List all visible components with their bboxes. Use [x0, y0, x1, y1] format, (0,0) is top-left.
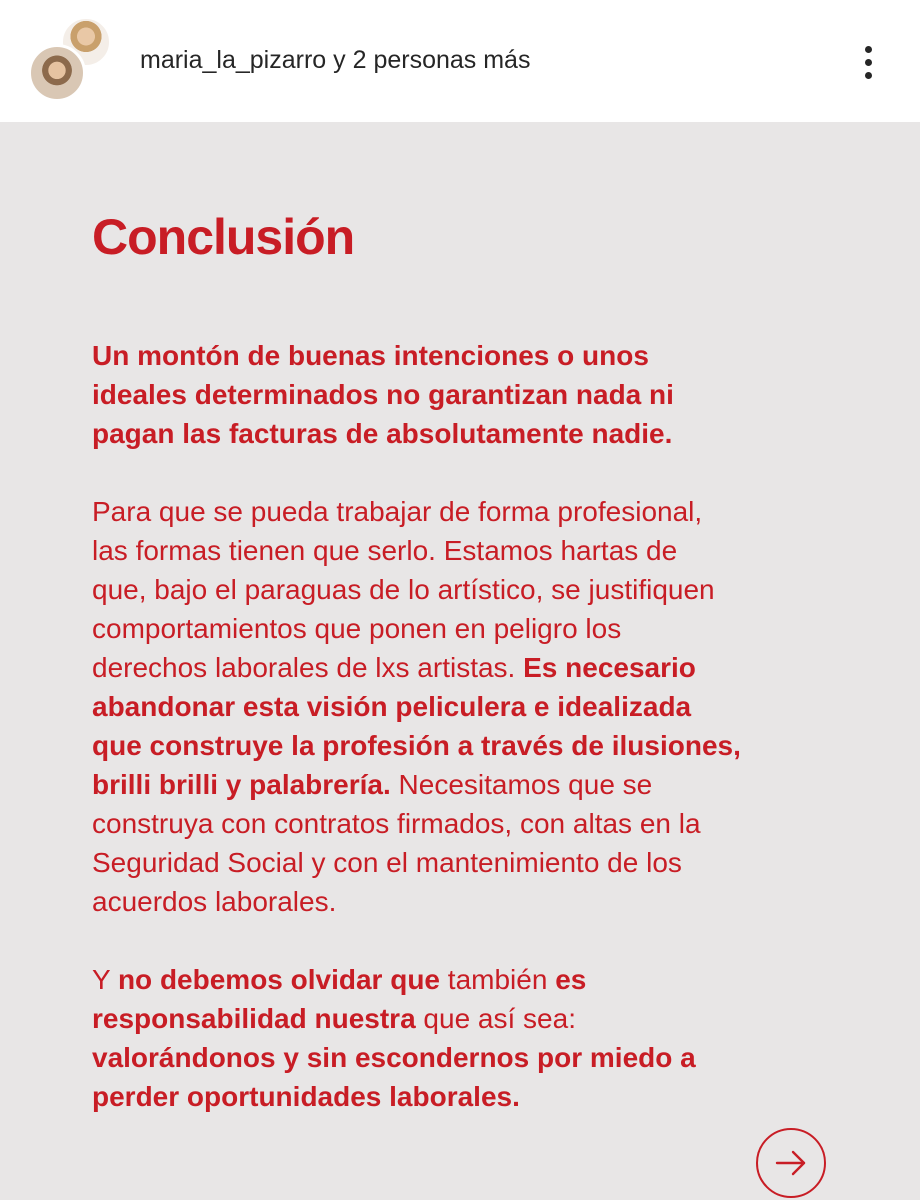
slide-title: Conclusión: [92, 209, 355, 265]
para-text: Y: [92, 964, 118, 995]
para-text: Necesitamos que se: [390, 769, 653, 800]
body-paragraph-1: [92, 492, 872, 921]
para-text: derechos laborales de lxs artistas.: [92, 652, 524, 683]
para-emphasis-line: abandonar esta visión peliculera e idealizada: [92, 691, 692, 722]
para-emphasis: brilli brilli y palabrería.: [92, 769, 391, 800]
para-line: Seguridad Social y con el mantenimiento de los: [92, 847, 682, 878]
para-emphasis-line: perder oportunidades laborales.: [92, 1081, 520, 1112]
para-emphasis: Es necesario: [523, 652, 696, 683]
intro-statement: [92, 336, 832, 453]
carousel-slide: [0, 122, 920, 1200]
intro-line: ideales determinados no garantizan nada ni: [92, 379, 674, 410]
arrow-right-icon: [771, 1143, 811, 1183]
next-slide-button[interactable]: [756, 1128, 826, 1198]
more-dot: [865, 72, 872, 79]
more-vertical-icon: [865, 46, 872, 53]
para-line: las formas tienen que serlo. Estamos hartas de: [92, 535, 678, 566]
intro-line: Un montón de buenas intenciones o unos: [92, 340, 649, 371]
para-line: que, bajo el paraguas de lo artístico, se justifiquen: [92, 574, 715, 605]
avatar-primary[interactable]: [28, 44, 86, 102]
para-line: acuerdos laborales.: [92, 886, 337, 917]
para-line: Para que se pueda trabajar de forma profesional,: [92, 496, 703, 527]
para-emphasis: responsabilidad nuestra: [92, 1003, 416, 1034]
body-paragraph-2: [92, 960, 872, 1116]
para-line: comportamientos que ponen en peligro los: [92, 613, 622, 644]
more-options-button[interactable]: [848, 38, 888, 86]
para-text: que así sea:: [415, 1003, 576, 1034]
para-line: construya con contratos firmados, con altas en la: [92, 808, 701, 839]
para-emphasis: no debemos olvidar que: [117, 964, 441, 995]
para-line: [92, 765, 872, 804]
para-line: [92, 999, 872, 1038]
username-link[interactable]: maria_la_pizarro: [140, 46, 327, 74]
para-text: también: [440, 964, 556, 995]
para-line: [92, 960, 872, 999]
para-emphasis-line: que construye la profesión a través de ilusiones,: [92, 730, 741, 761]
para-emphasis-line: valorándonos y sin escondernos por miedo a: [92, 1042, 696, 1073]
para-emphasis: es: [555, 964, 587, 995]
post-header: [0, 0, 920, 122]
post-authors[interactable]: [140, 46, 530, 75]
others-text[interactable]: y 2 personas más: [326, 46, 531, 74]
intro-line: pagan las facturas de absolutamente nadie.: [92, 418, 673, 449]
more-dot: [865, 59, 872, 66]
para-line: [92, 648, 872, 687]
